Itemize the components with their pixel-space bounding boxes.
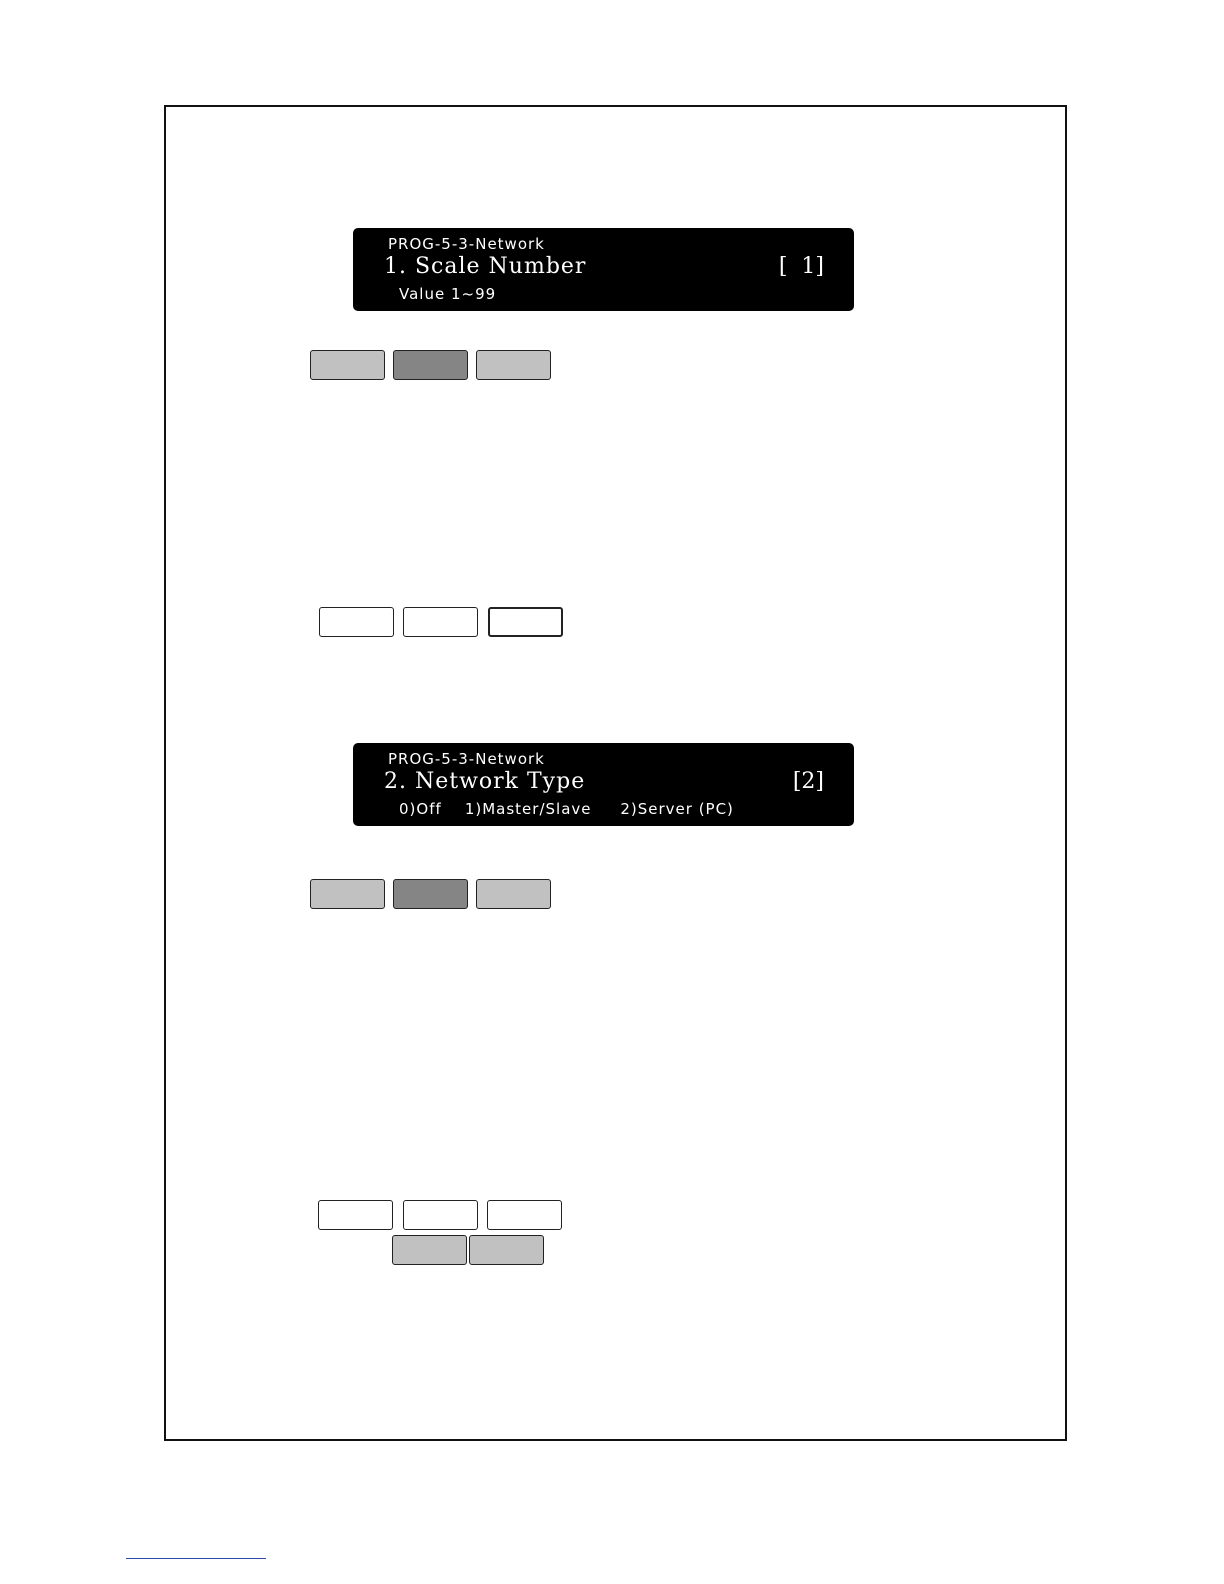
footnote-rule	[126, 1558, 266, 1559]
lcd-display-scale-number	[353, 228, 854, 311]
key-lower-left[interactable]	[392, 1235, 467, 1265]
key-lower-right[interactable]	[469, 1235, 544, 1265]
lcd-hint: Value 1~99	[399, 285, 497, 303]
lcd-item-title: 2. Network Type	[384, 769, 586, 794]
key-right[interactable]	[476, 350, 551, 380]
lcd-display-network-type	[353, 743, 854, 826]
lcd-hint: 0)Off 1)Master/Slave 2)Server (PC)	[399, 800, 734, 818]
lcd-item-title: 1. Scale Number	[384, 254, 587, 279]
key-left-outline[interactable]	[319, 607, 394, 637]
key-left-outline[interactable]	[318, 1200, 393, 1230]
lcd-item-value: [ 1]	[778, 254, 824, 279]
lcd-header: PROG-5-3-Network	[388, 235, 545, 253]
key-right-outline[interactable]	[487, 1200, 562, 1230]
key-center-outline[interactable]	[403, 1200, 478, 1230]
key-left[interactable]	[310, 879, 385, 909]
lcd-header: PROG-5-3-Network	[388, 750, 545, 768]
lcd-item-value: [2]	[792, 769, 824, 794]
key-left[interactable]	[310, 350, 385, 380]
key-center-outline[interactable]	[403, 607, 478, 637]
key-center-highlighted[interactable]	[393, 879, 468, 909]
key-right-outline-selected[interactable]	[488, 607, 563, 637]
key-center-highlighted[interactable]	[393, 350, 468, 380]
key-right[interactable]	[476, 879, 551, 909]
